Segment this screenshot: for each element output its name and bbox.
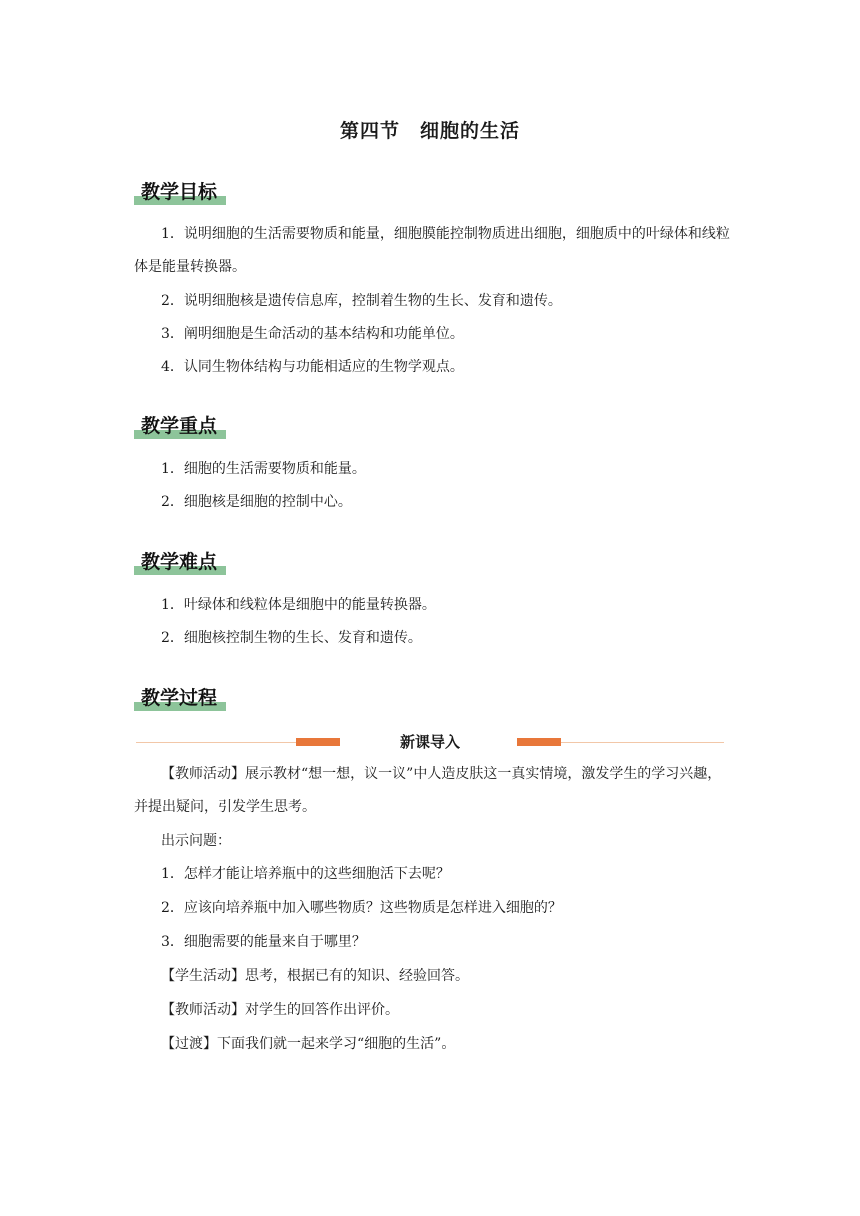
process-paragraph-teacher-evaluation: 【教师活动】对学生的回答作出评价。 [161, 1002, 399, 1018]
difficulty-item-1: 1．叶绿体和线粒体是细胞中的能量转换器。 [161, 597, 436, 613]
keypoint-item-1: 1．细胞的生活需要物质和能量。 [161, 461, 366, 477]
process-paragraph-transition: 【过渡】下面我们就一起来学习“细胞的生活”。 [161, 1036, 456, 1052]
section-heading-label: 教学重点 [141, 415, 218, 437]
process-paragraph-student-activity: 【学生活动】思考，根据已有的知识、经验回答。 [161, 968, 469, 984]
divider-label: 新课导入 [399, 733, 460, 751]
difficulty-item-2: 2．细胞核控制生物的生长、发育和遗传。 [161, 630, 422, 646]
process-question-3: 3．细胞需要的能量来自于哪里？ [161, 934, 366, 950]
section-heading-label: 教学目标 [141, 181, 218, 203]
section-heading-label: 教学难点 [141, 551, 218, 573]
objective-item-2: 2．说明细胞核是遗传信息库，控制着生物的生长、发育和遗传。 [161, 293, 562, 309]
objective-item-3: 3．阐明细胞是生命活动的基本结构和功能单位。 [161, 326, 464, 342]
subsection-divider [136, 729, 724, 755]
process-paragraph-questions-intro: 出示问题： [161, 833, 231, 849]
process-question-1: 1．怎样才能让培养瓶中的这些细胞活下去呢？ [161, 866, 450, 882]
objective-item-1: 1．说明细胞的生活需要物质和能量，细胞膜能控制物质进出细胞，细胞质中的叶绿体和线粒体是能量转换器。 [134, 226, 730, 275]
process-question-2: 2．应该向培养瓶中加入哪些物质？这些物质是怎样进入细胞的？ [161, 900, 562, 916]
keypoint-item-2: 2．细胞核是细胞的控制中心。 [161, 494, 352, 510]
process-paragraph-teacher-activity: 【教师活动】展示教材“想一想，议一议”中人造皮肤这一真实情境，激发学生的学习兴趣，并提出疑问，引发学生思考。 [134, 766, 722, 815]
section-heading-label: 教学过程 [141, 687, 218, 709]
objective-item-4: 4．认同生物体结构与功能相适应的生物学观点。 [161, 359, 464, 375]
page-title: 第四节 细胞的生活 [339, 120, 520, 142]
